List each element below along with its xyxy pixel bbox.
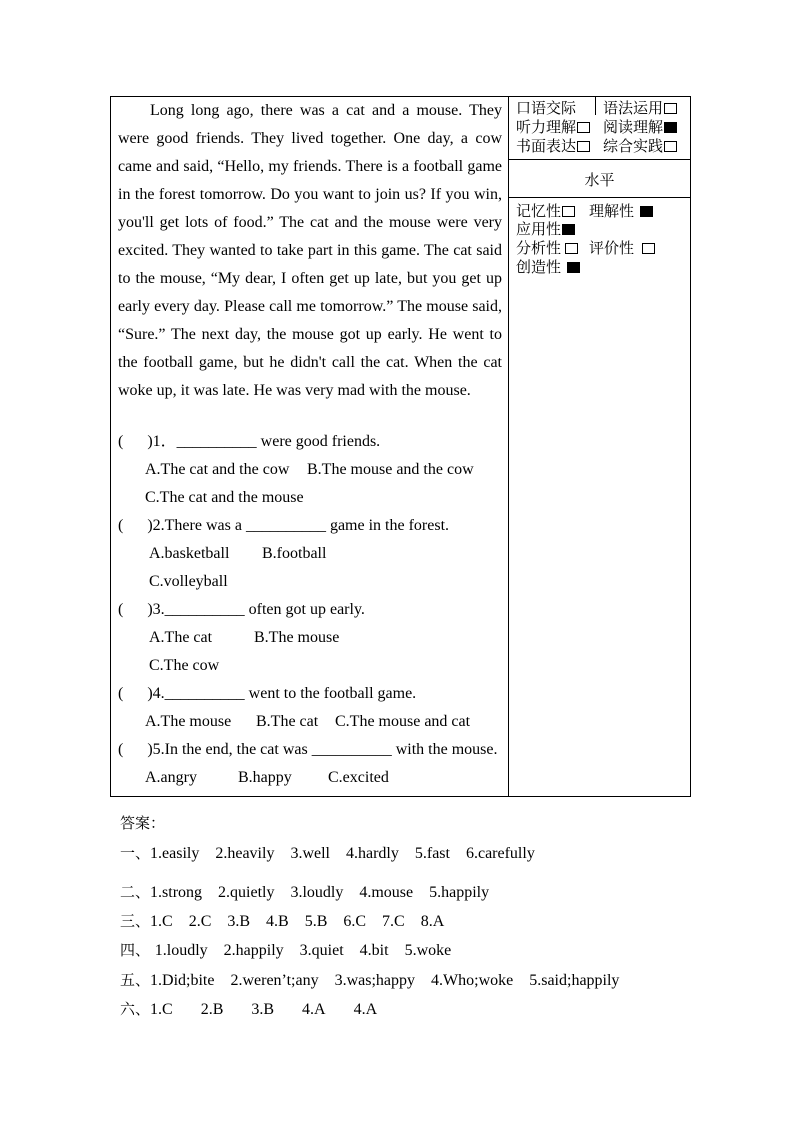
level-evaluation: 评价性 — [589, 239, 655, 257]
reading-passage — [118, 97, 502, 405]
level-analysis: 分析性 — [516, 239, 578, 257]
answer-section-3: 三、1.C 2.C 3.B 4.B 5.B 6.C 7.C 8.A — [120, 912, 445, 930]
question-4-option-c: C.The mouse and cat — [335, 713, 471, 730]
question-1-stem: ( )1．__________ were good friends. — [118, 433, 381, 450]
question-3-stem: ( )3.__________ often got up early. — [118, 601, 365, 618]
reading-cell — [111, 97, 508, 796]
reading-checkbox — [664, 122, 677, 133]
skill-writing: 书面表达 — [516, 137, 590, 155]
question-1-option-c: C.The cat and the mouse — [145, 489, 304, 506]
practice-checkbox — [664, 141, 677, 152]
question-5-option-c: C.excited — [328, 769, 389, 786]
answer-section-5: 五、1.Did;bite 2.weren’t;any 3.was;happy 4.Who;woke 5.said;happily — [120, 971, 620, 989]
answer-section-2: 二、1.strong 2.quietly 3.loudly 4.mouse 5.happily — [120, 883, 490, 901]
skill-reading: 阅读理解 — [603, 118, 677, 136]
level-memory: 记忆性 — [516, 202, 575, 220]
question-4-option-b: B.The cat — [256, 713, 319, 730]
question-5-option-a: A.angry — [145, 769, 197, 786]
question-2-option-b: B.football — [262, 545, 327, 562]
level-heading: 水平 — [584, 171, 615, 189]
memory-checkbox — [562, 206, 575, 217]
question-table — [110, 96, 691, 797]
classification-cell — [509, 97, 690, 796]
skill-practice: 综合实践 — [603, 137, 677, 155]
listening-checkbox — [577, 122, 590, 133]
question-1-option-b: B.The mouse and the cow — [307, 461, 474, 478]
question-3-option-b: B.The mouse — [254, 629, 340, 646]
question-5-option-b: B.happy — [238, 769, 292, 786]
grammar-checkbox — [664, 103, 677, 114]
writing-checkbox — [577, 141, 590, 152]
passage-text: Long long ago, there was a cat and a mouse. They were good friends. They lived together. One day, a cow came and said, “Hello, my friends. There is a football game in the forest tomorrow. Do you want to join us? If you win, you'll get lots of food.” The cat and the mouse were very excited. They wanted to take part in this game. The cat said to the mouse, “My dear, I often get up late, but you get up early every day. Please call me tomorrow.” The mouse said, “Sure.” The next day, the mouse got up early. He went to the football game, but he didn't call the cat. When the cat woke up, it was late. He was very mad with the mouse. — [118, 102, 502, 399]
answer-heading: 答案： — [120, 814, 166, 832]
question-2-option-a: A.basketball — [149, 545, 230, 562]
question-4-option-a: A.The mouse — [145, 713, 232, 730]
level-understanding: 理解性 — [589, 202, 653, 220]
question-3-option-c: C.The cow — [149, 657, 220, 674]
skill-grammar: 语法运用 — [603, 99, 677, 117]
creation-checkbox — [567, 262, 580, 273]
understanding-checkbox — [640, 206, 653, 217]
divider-skill-level — [509, 159, 690, 160]
application-checkbox — [562, 224, 575, 235]
answer-section-6: 六、1.C 2.B 3.B 4.A 4.A — [120, 1000, 378, 1018]
skill-listening: 听力理解 — [516, 118, 590, 136]
answer-section-1: 一、1.easily 2.heavily 3.well 4.hardly 5.fast 6.carefully — [120, 844, 535, 862]
level-application: 应用性 — [516, 220, 575, 238]
question-2-stem: ( )2.There was a __________ game in the forest. — [118, 517, 450, 534]
question-2-option-c: C.volleyball — [149, 573, 228, 590]
divider-level-cognition — [509, 197, 690, 198]
question-5-stem: ( )5.In the end, the cat was __________ with the mouse. — [118, 741, 498, 758]
question-3-option-a: A.The cat — [149, 629, 213, 646]
question-1-option-a: A.The cat and the cow — [145, 461, 290, 478]
skill-grid-divider — [595, 97, 596, 115]
analysis-checkbox — [565, 243, 578, 254]
question-4-stem: ( )4.__________ went to the football game. — [118, 685, 417, 702]
level-creation: 创造性 — [516, 258, 580, 276]
answer-section-4: 四、 1.loudly 2.happily 3.quiet 4.bit 5.woke — [120, 941, 452, 959]
evaluation-checkbox — [642, 243, 655, 254]
skill-oral: 口语交际 — [516, 99, 577, 117]
